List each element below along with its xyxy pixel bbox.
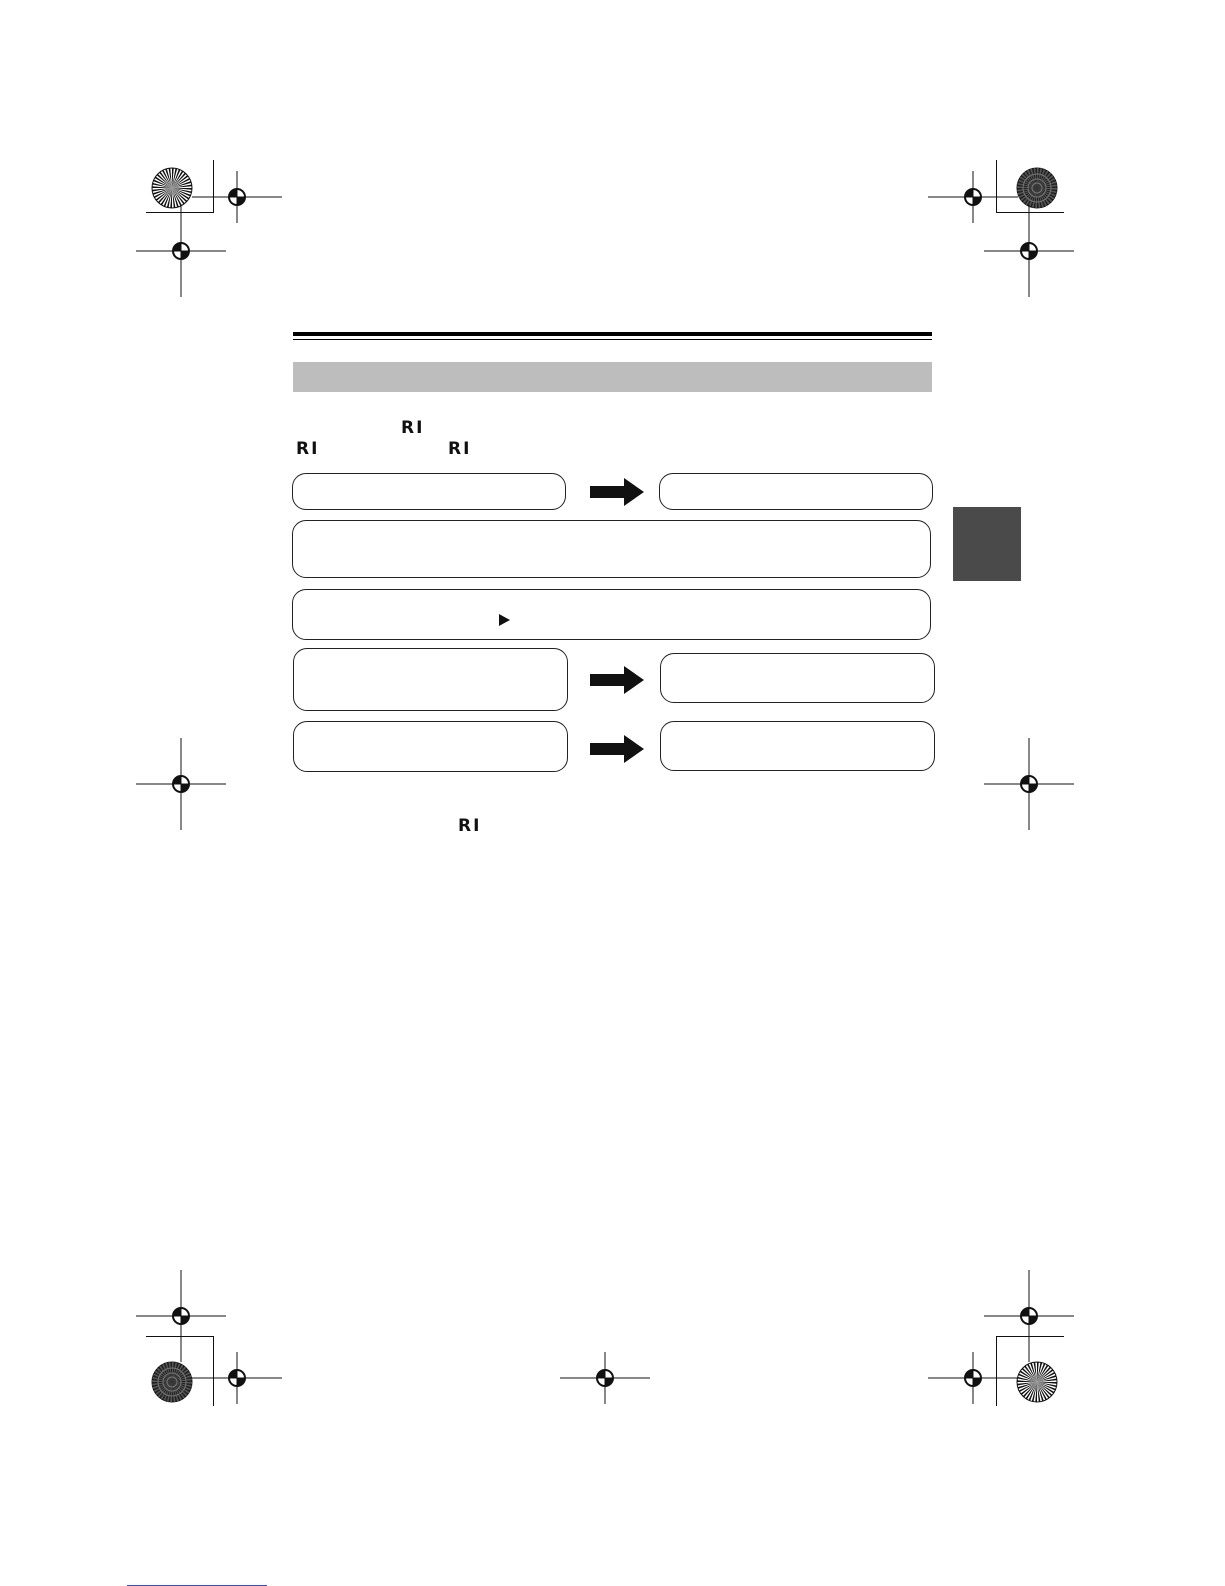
play-icon [499,614,510,626]
registration-mark [560,1352,650,1404]
flow-box-1-right [659,473,933,510]
flow-arrow-right [590,478,644,506]
registration-mark [984,1270,1074,1362]
flow-arrow-right [590,666,644,694]
flow-box-4-left [293,648,568,711]
radial-target-bottom-right [1015,1360,1059,1404]
flow-box-2-wide [292,520,931,578]
flow-box-4-right [660,653,935,703]
flow-box-5-left [293,721,568,772]
registration-mark [136,1270,226,1362]
registration-mark [984,738,1074,830]
registration-mark [136,205,226,297]
registration-mark [928,1352,1018,1404]
section-header-band [293,362,932,392]
ri-logo: RI [458,816,482,836]
flow-box-1-left [292,473,566,510]
registration-mark [192,1352,282,1404]
ri-logo: RI [448,439,472,459]
ri-logo: RI [296,439,320,459]
header-rule-thin [293,339,932,340]
flow-box-5-right [660,721,935,771]
header-rule-thick [293,332,932,336]
flow-box-3-wide [292,589,931,640]
radial-target-bottom-left [150,1360,194,1404]
section-tab [953,507,1021,581]
radial-target-top-left [150,166,194,210]
radial-target-top-right [1015,166,1059,210]
registration-mark [136,738,226,830]
flow-arrow-right [590,735,644,763]
ri-logo: RI [401,418,425,438]
registration-mark [984,205,1074,297]
